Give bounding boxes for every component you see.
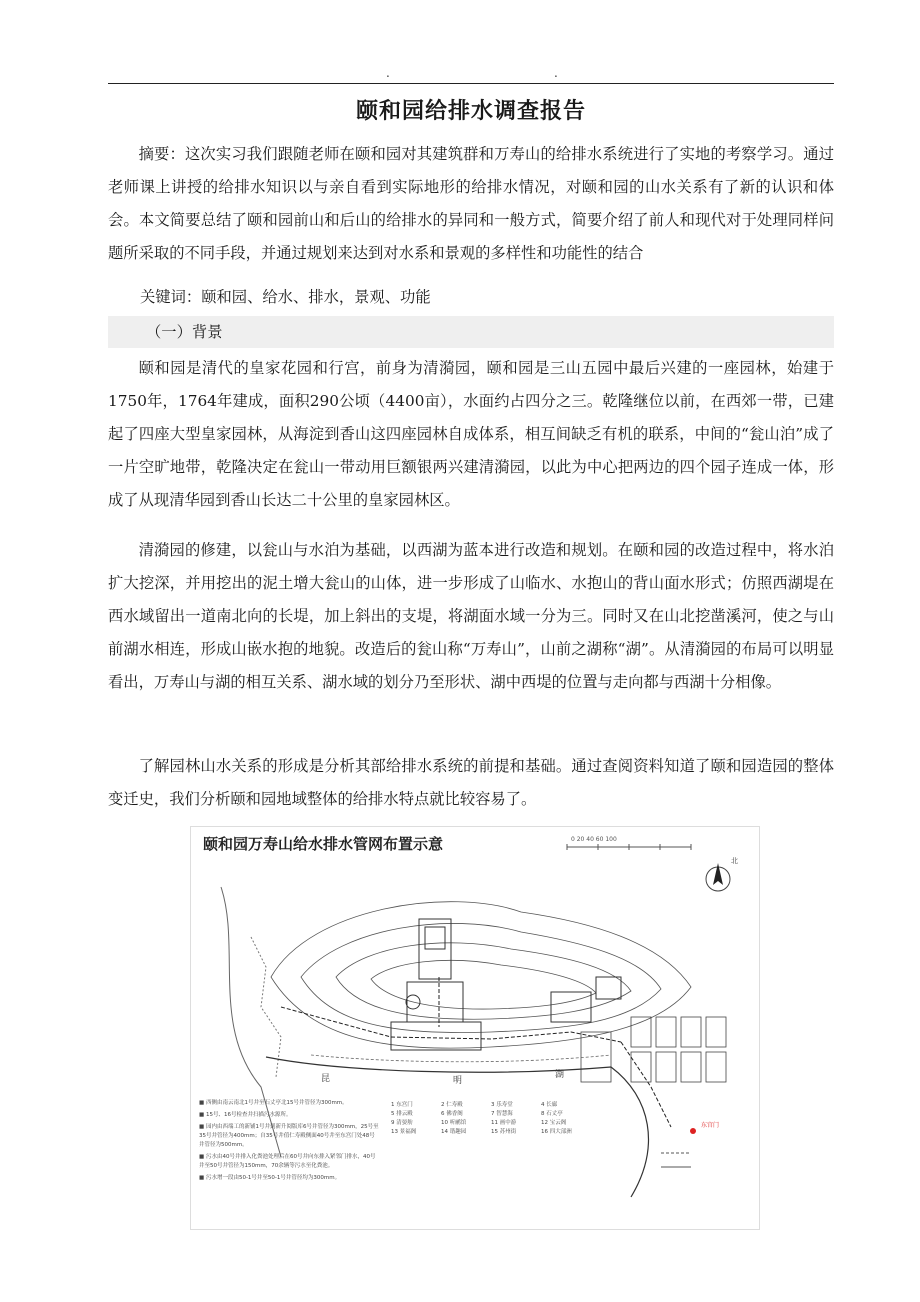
scale-bar	[567, 836, 691, 850]
map-title: 颐和园万寿山给水排水管网布置示意	[203, 835, 444, 853]
legend-item: 8 石丈亭	[541, 1111, 563, 1117]
pipe-network-map-figure	[190, 826, 760, 1230]
legend-item: 10 听鹂馆	[441, 1120, 467, 1126]
map-note: ■ 15号、16号检查井扫描污水源所。	[199, 1112, 292, 1118]
lake-char-3: 湖	[555, 1070, 565, 1080]
north-label: 北	[731, 857, 738, 865]
legend-item: 3 乐寿堂	[491, 1102, 513, 1108]
legend-item: 16 四大部洲	[541, 1129, 572, 1135]
legend-item: 11 画中游	[491, 1120, 517, 1126]
header-rule	[108, 83, 834, 84]
legend-item: 2 仁寿殿	[441, 1102, 463, 1108]
legend-item: 4 长廊	[541, 1102, 558, 1108]
keywords-line: 关键词：颐和园、给水、排水，景观、功能	[140, 288, 431, 306]
map-note: ■ 园内由西端工的新铺1号井到新升阅版库6号井管径为300mm，25号至35号井管径为400mm；自35号井值仁寿殿侧面40号井至东宫门处48号井管径为500mm。	[199, 1124, 379, 1148]
body-paragraph-3: 了解园林山水关系的形成是分析其部给排水系统的前提和基础。通过查阅资料知道了颐和园造园的整体变迁史，我们分析颐和园地域整体的给排水特点就比较容易了。	[108, 757, 834, 808]
body-paragraph-2: 清漪园的修建，以瓮山与水泊为基础，以西湖为蓝本进行改造和规划。在颐和园的改造过程中，将水泊扩大挖深，并用挖出的泥土增大瓮山的山体，进一步形成了山临水、水抱山的背山面水形式；仿照西湖堤在西水域留出一道南北向的长堤，加上斜出的支堤，将湖面水域一分为三。同时又在山北挖凿溪河，使之与山前湖水相连，形成山嵌水抱的地貌。改造后的瓮山称“万寿山”，山前之湖称“湖”。从清漪园的布局可以明显看出，万寿山与湖的相互关系、湖水域的划分乃至形状、湖中西堤的位置与走向都与西湖十分相像。	[108, 541, 834, 691]
body-paragraph-1: 颐和园是清代的皇家花园和行宫，前身为清漪园，颐和园是三山五园中最后兴建的一座园林，始建于1750年，1764年建成，面积290公顷（4400亩），水面约占四分之三。乾隆继位以前，在西郊一带，已建起了四座大型皇家园林，从海淀到香山这四座园林自成体系，相互间缺乏有机的联系，中间的“瓮山泊”成了一片空旷地带，乾隆决定在瓮山一带动用巨额银两兴建清漪园，以此为中心把两边的四个园子连成一体，形成了从现清华园到香山长达二十公里的皇家园林区。	[108, 359, 834, 509]
map-notes	[199, 1099, 379, 1186]
east-building-grid	[581, 1017, 726, 1082]
lake-char-1: 昆	[321, 1074, 331, 1084]
abstract-paragraph: 摘要：这次实习我们跟随老师在颐和园对其建筑群和万寿山的给排水系统进行了实地的考察学习。通过老师课上讲授的给排水知识以与亲自看到实际地形的给排水情况，对颐和园的山水关系有了新的认识和体会。本文简要总结了颐和园前山和后山的给排水的异同和一般方式，简要介绍了前人和现代对于处理同样问题所采取的不同手段，并通过规划来达到对水系和景观的多样性和功能性的结合	[108, 145, 834, 262]
legend-item: 7 智慧海	[491, 1111, 513, 1117]
scale-label: 0 20 40 60 100	[571, 836, 617, 843]
legend-item: 5 排云殿	[391, 1111, 413, 1117]
legend-item: 14 谐趣园	[441, 1129, 467, 1135]
map-legend	[391, 1101, 591, 1137]
legend-item: 13 景福阁	[391, 1129, 417, 1135]
entry-label: 东宫门	[701, 1122, 720, 1129]
lake-char-2: 明	[453, 1076, 463, 1086]
page-header	[108, 66, 834, 80]
legend-item: 12 宝云阁	[541, 1120, 567, 1126]
header-dot-right: .	[554, 66, 558, 80]
legend-item: 15 苏州街	[491, 1129, 517, 1135]
section-heading-background: （一）背景	[108, 316, 834, 348]
east-gate-marker	[690, 1128, 696, 1134]
map-note: ■ 污水增一段由50-1号井至50-1号井管径均为300mm。	[199, 1175, 341, 1181]
central-buildings	[391, 919, 621, 1050]
document-title: 颐和园给排水调查报告	[355, 99, 586, 124]
legend-item: 6 佛香阁	[441, 1111, 463, 1117]
map-note: ■ 污水由40号井排入化粪池处理后在60号井向东排入紧邻门排水，40号井至50号井管径为150mm，70余辆等污水至化粪池。	[199, 1154, 376, 1169]
north-arrow-icon	[706, 856, 738, 891]
legend-item: 1 东宫门	[391, 1102, 413, 1108]
map-note: ■ 西侧由南云南北1号井至石丈亭北15号井管径为300mm。	[199, 1100, 348, 1106]
header-dot-left: .	[386, 66, 390, 80]
legend-item: 9 清晏舫	[391, 1120, 413, 1126]
